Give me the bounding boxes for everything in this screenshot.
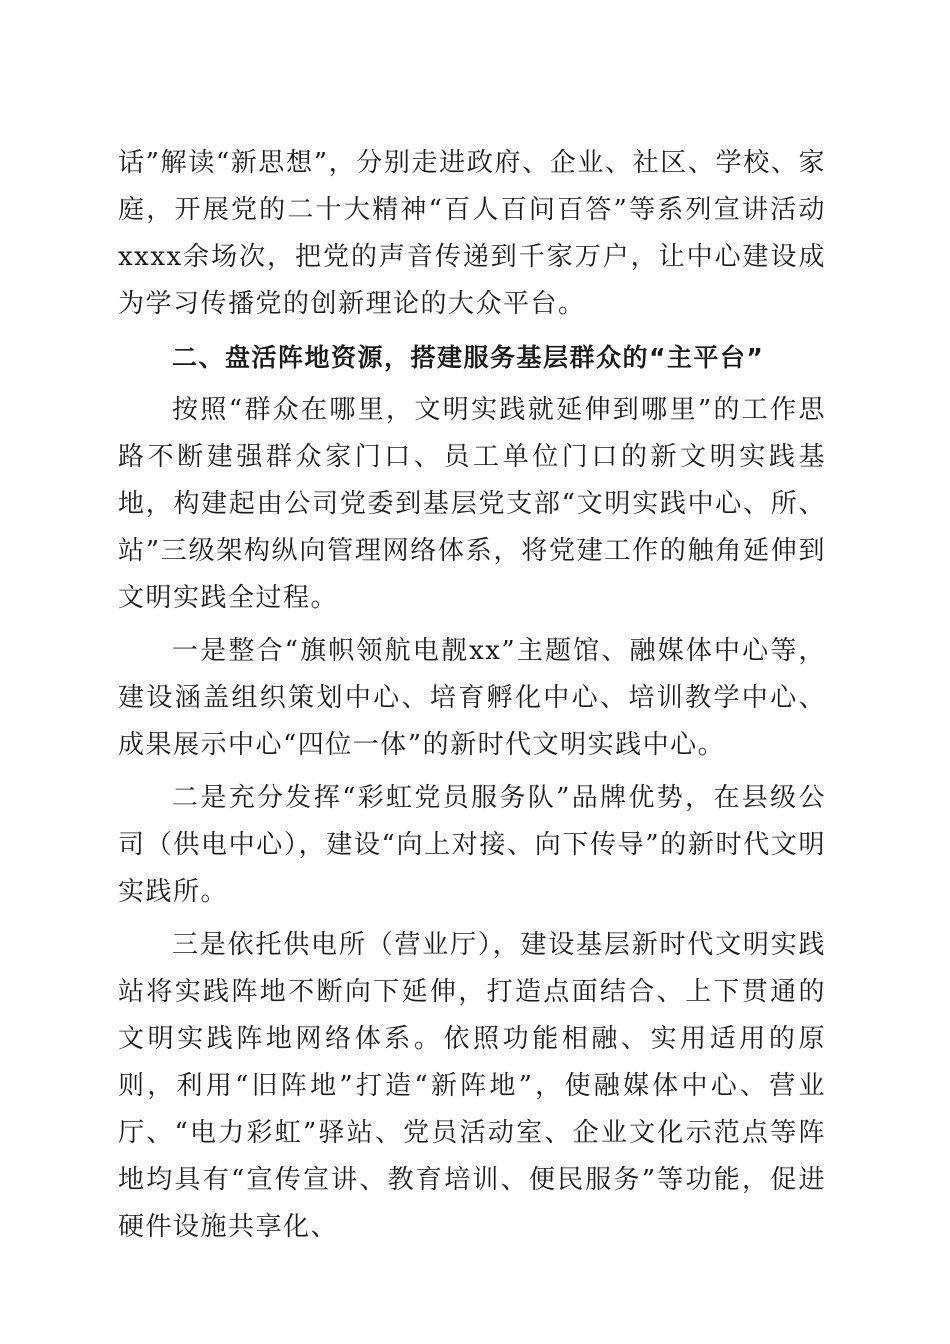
paragraph: 按照“群众在哪里，文明实践就延伸到哪里”的工作思路不断建强群众家门口、员工单位门口的新文明实践基地，构建起由公司党委到基层党支部“文明实践中心、所、站”三级架构纵向管理网络体系，将党建工作的触角延伸到文明实践全过程。 xyxy=(118,395,826,613)
paragraph: 一是整合“旗帜领航电靓xx”主题馆、融媒体中心等，建设涵盖组织策划中心、培育孵化中心、培训教学中心、成果展示中心“四位一体”的新时代文明实践中心。 xyxy=(118,636,826,760)
paragraph: 三是依托供电所（营业厅），建设基层新时代文明实践站将实践阵地不断向下延伸，打造点面结合、上下贯通的文明实践阵地网络体系。依照功能相融、实用适用的原则，利用“旧阵地”打造“新阵地”，使融媒体中心、营业厅、“电力彩虹”驿站、党员活动室、企业文化示范点等阵地均具有“宣传宣讲、教育培训、便民服务”等功能，促进硬件设施共享化、 xyxy=(118,930,826,1242)
paragraph-continued: 话”解读“新思想”，分别走进政府、企业、社区、学校、家庭，开展党的二十大精神“百人百问百答”等系列宣讲活动xxxx余场次，把党的声音传递到千家万户，让中心建设成为学习传播党的创新理论的大众平台。 xyxy=(118,148,826,319)
document-body xyxy=(118,140,826,1251)
section-heading: 二、盘活阵地资源，搭建服务基层群众的“主平台” xyxy=(172,343,765,372)
paragraph: 二是充分发挥“彩虹党员服务队”品牌优势，在县级公司（供电中心），建设“向上对接、向下传导”的新时代文明实践所。 xyxy=(118,783,826,907)
